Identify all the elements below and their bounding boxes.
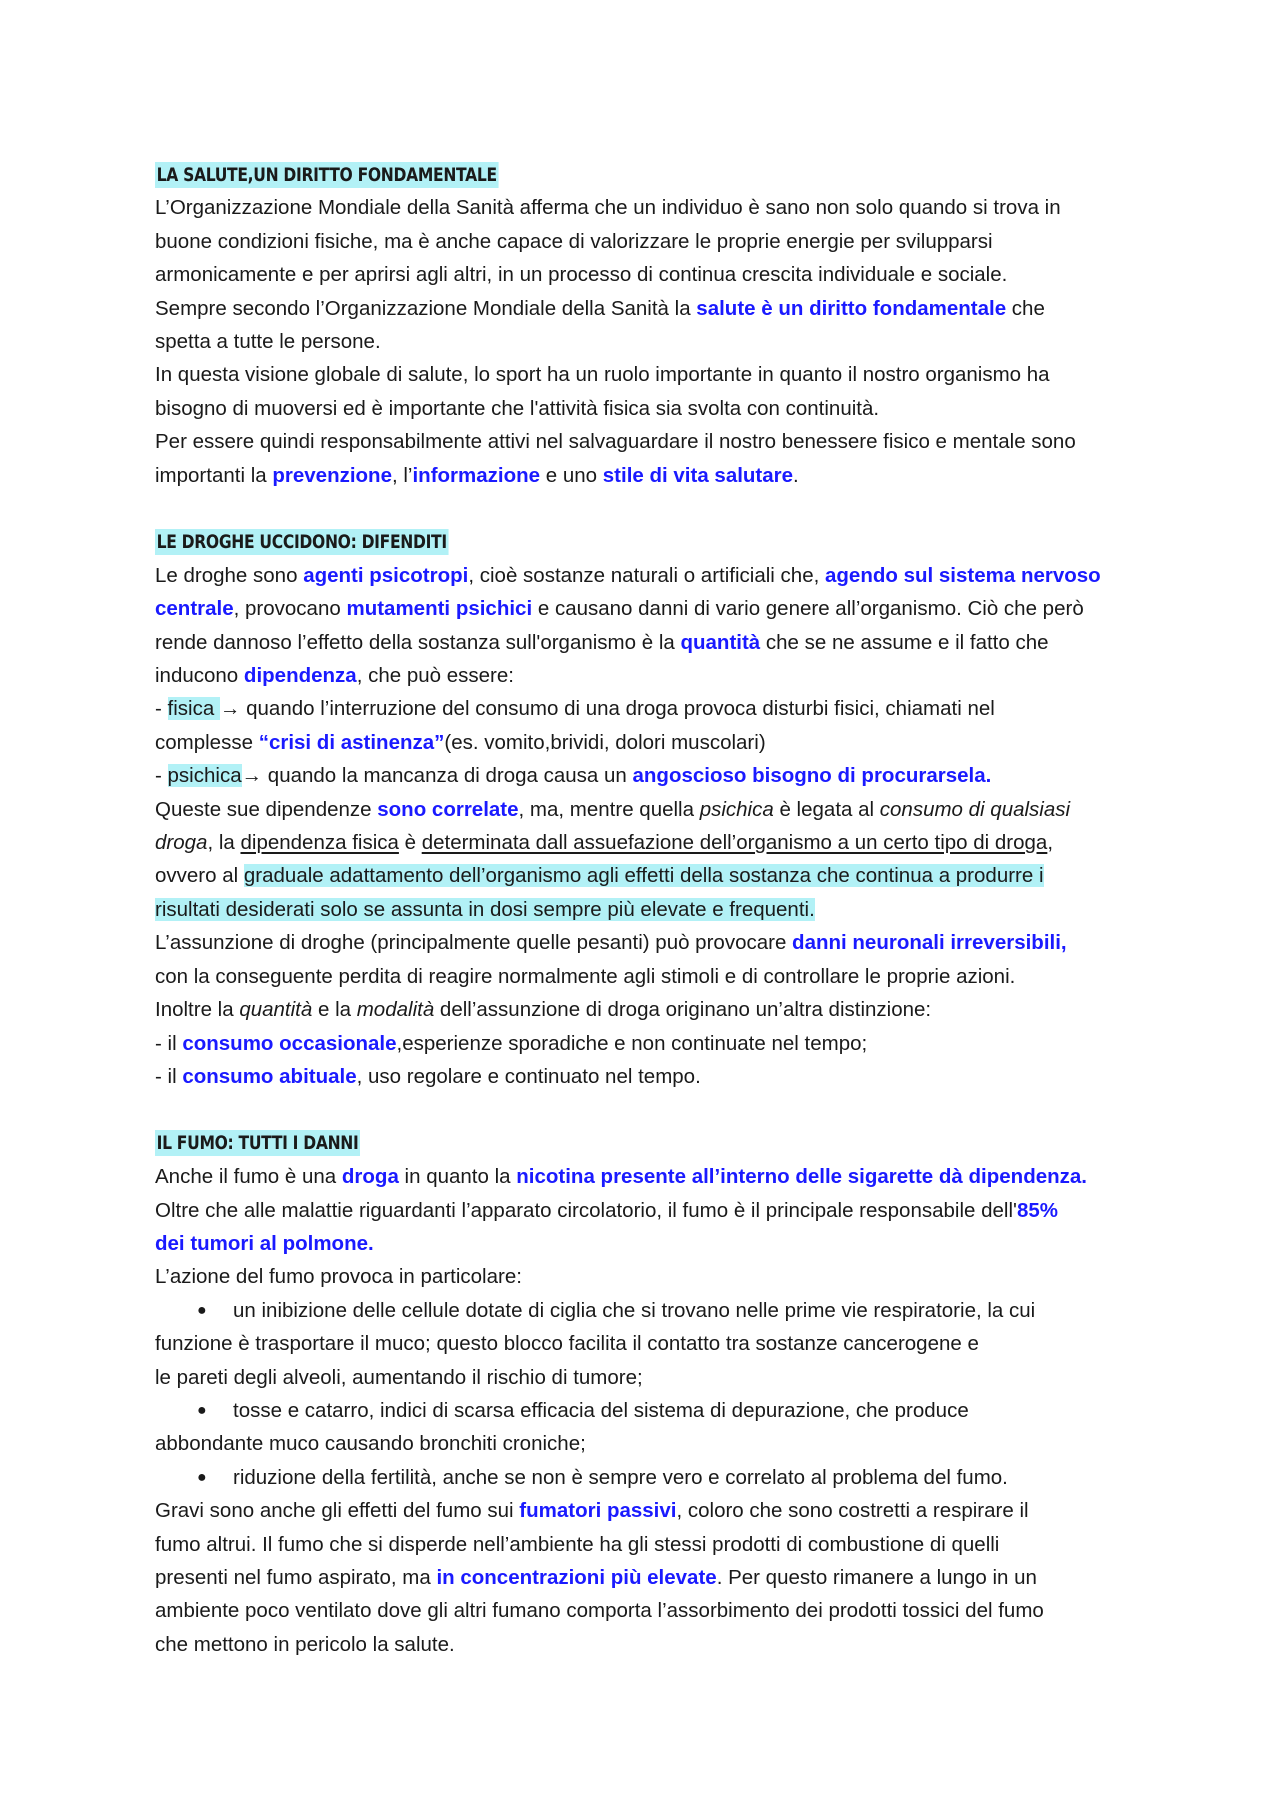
keyword: dipendenza	[243, 664, 357, 688]
keyword: in concentrazioni più elevate	[436, 1565, 717, 1589]
paragraph-line: presenti nel fumo aspirato, ma in concentrazioni più elevate. Per questo rimanere a lungo in un	[155, 1565, 1037, 1589]
section-fumo	[155, 1127, 1150, 1661]
keyword: salute è un diritto fondamentale	[696, 296, 1007, 320]
bullet-continuation: le pareti degli alveoli, aumentando il rischio di tumore;	[155, 1365, 643, 1389]
paragraph-line: ambiente poco ventilato dove gli altri fumano comporta l’assorbimento dei prodotti tossici del fumo	[155, 1599, 1044, 1623]
paragraph-line: In questa visione globale di salute, lo sport ha un ruolo importante in quanto il nostro organismo ha	[155, 363, 1050, 387]
paragraph-line	[155, 893, 1150, 926]
paragraph-line: Gravi sono anche gli effetti del fumo sui fumatori passivi, coloro che sono costretti a respirare il	[155, 1499, 1029, 1523]
paragraph-line: Sempre secondo l’Organizzazione Mondiale della Sanità la salute è un diritto fondamentale che	[155, 296, 1045, 320]
paragraph-line: L’assunzione di droghe (principalmente quelle pesanti) può provocare danni neuronali irreversibili,	[155, 931, 1067, 955]
bullet-continuation: funzione è trasportare il muco; questo blocco facilita il contatto tra sostanze cancerogene e	[155, 1332, 979, 1356]
keyword: agendo sul sistema nervoso	[825, 563, 1101, 587]
keyword: consumo abituale	[182, 1064, 357, 1088]
paragraph-line: con la conseguente perdita di reagire normalmente agli stimoli e di controllare le proprie azioni.	[155, 964, 1016, 988]
keyword: informazione	[412, 463, 541, 487]
paragraph-line: buone condizioni fisiche, ma è anche capace di valorizzare le proprie energie per svilupparsi	[155, 229, 993, 253]
paragraph-line: fumo altrui. Il fumo che si disperde nell’ambiente ha gli stessi prodotti di combustione di quelli	[155, 1532, 1000, 1556]
keyword: fumatori passivi	[519, 1499, 677, 1523]
section-droghe	[155, 525, 1150, 1093]
bullet-item: ● riduzione della fertilità, anche se non è sempre vero e correlato al problema del fumo.	[155, 1461, 1150, 1494]
keyword: dei tumori al polmone.	[155, 1231, 374, 1255]
paragraph-line: rende dannoso l’effetto della sostanza sull'organismo è la quantità che se ne assume e il fatto che	[155, 630, 1049, 654]
section-heading: LA SALUTE,UN DIRITTO FONDAMENTALE	[156, 163, 497, 186]
section-spacer	[155, 1093, 1150, 1126]
paragraph-line: ovvero al graduale adattamento dell’organismo agli effetti della sostanza che continua a produrre i	[155, 864, 1044, 888]
keyword: nicotina presente all’interno delle sigarette dà dipendenza.	[516, 1165, 1087, 1189]
paragraph-line: centrale, provocano mutamenti psichici e causano danni di vario genere all’organismo. Ciò che però	[155, 597, 1084, 621]
bullet-item: ● tosse e catarro, indici di scarsa efficacia del sistema di depurazione, che produce	[155, 1394, 1150, 1427]
section-salute	[155, 158, 1150, 492]
highlighted-text: graduale adattamento dell’organismo agli effetti della sostanza che continua a produrre i	[243, 864, 1044, 888]
paragraph-line: L’azione del fumo provoca in particolare:	[155, 1265, 522, 1289]
paragraph-line: complesse “crisi di astinenza”(es. vomito,brividi, dolori muscolari)	[155, 730, 766, 754]
bullet-continuation: abbondante muco causando bronchiti croniche;	[155, 1432, 586, 1456]
bullet-icon: ●	[197, 1301, 207, 1319]
keyword: centrale	[155, 597, 234, 621]
keyword: stile di vita salutare	[602, 463, 794, 487]
paragraph-line: Inoltre la quantità e la modalità dell’assunzione di droga originano un’altra distinzione:	[155, 998, 932, 1022]
keyword: angoscioso bisogno di procurarsela.	[632, 764, 992, 788]
keyword: sono correlate	[377, 797, 519, 821]
paragraph-line	[155, 1227, 1150, 1260]
paragraph-line: Anche il fumo è una droga in quanto la nicotina presente all’interno delle sigarette dà dipendenza.	[155, 1165, 1087, 1189]
list-line: - psichica→ quando la mancanza di droga causa un angoscioso bisogno di procurarsela.	[155, 764, 992, 788]
paragraph-line: bisogno di muoversi ed è importante che l'attività fisica sia svolta con continuità.	[155, 396, 880, 420]
paragraph-line: Oltre che alle malattie riguardanti l’apparato circolatorio, il fumo è il principale responsabile dell'85%	[155, 1198, 1058, 1222]
paragraph-line: Le droghe sono agenti psicotropi, cioè sostanze naturali o artificiali che, agendo sul sistema nervoso	[155, 563, 1101, 587]
keyword: mutamenti psichici	[346, 597, 533, 621]
paragraph-line: Per essere quindi responsabilmente attivi nel salvaguardare il nostro benessere fisico e mentale sono	[155, 430, 1076, 454]
bullet-icon: ●	[197, 1401, 207, 1419]
keyword: “crisi di astinenza”	[258, 730, 445, 754]
keyword: consumo occasionale	[182, 1031, 397, 1055]
section-spacer	[155, 492, 1150, 525]
keyword: agenti psicotropi	[303, 563, 469, 587]
list-line: - fisica → quando l’interruzione del consumo di una droga provoca disturbi fisici, chiamati nel	[155, 697, 995, 721]
keyword: droga	[341, 1165, 399, 1189]
paragraph-line: che mettono in pericolo la salute.	[155, 1632, 455, 1656]
highlighted-term: fisica	[167, 697, 220, 721]
paragraph-line: L’Organizzazione Mondiale della Sanità afferma che un individuo è sano non solo quando si trova in	[155, 196, 1061, 220]
paragraph-line: armonicamente e per aprirsi agli altri, in un processo di continua crescita individuale e sociale.	[155, 263, 1008, 287]
paragraph-line: importanti la prevenzione, l’informazione e uno stile di vita salutare.	[155, 463, 799, 487]
paragraph-line: droga, la dipendenza fisica è determinata dall assuefazione dell’organismo a un certo tipo di droga,	[155, 831, 1054, 855]
bullet-item: ● un inibizione delle cellule dotate di ciglia che si trovano nelle prime vie respiratorie, la cui	[155, 1294, 1150, 1327]
section-heading: IL FUMO: TUTTI I DANNI	[156, 1132, 359, 1155]
highlighted-term: psichica	[167, 764, 242, 788]
highlighted-text: risultati desiderati solo se assunta in dosi sempre più elevate e frequenti.	[155, 897, 815, 921]
list-line: - il consumo occasionale,esperienze sporadiche e non continuate nel tempo;	[155, 1031, 868, 1055]
list-line: - il consumo abituale, uso regolare e continuato nel tempo.	[155, 1064, 701, 1088]
keyword: danni neuronali irreversibili,	[792, 931, 1067, 955]
paragraph-line: Queste sue dipendenze sono correlate, ma, mentre quella psichica è legata al consumo di qualsiasi	[155, 797, 1071, 821]
keyword: quantità	[680, 630, 761, 654]
section-heading: LE DROGHE UCCIDONO: DIFENDITI	[156, 531, 447, 554]
keyword: 85%	[1016, 1198, 1058, 1222]
paragraph-line: spetta a tutte le persone.	[155, 330, 381, 354]
bullet-icon: ●	[197, 1468, 207, 1486]
paragraph-line: inducono dipendenza, che può essere:	[155, 664, 514, 688]
keyword: prevenzione	[272, 463, 392, 487]
